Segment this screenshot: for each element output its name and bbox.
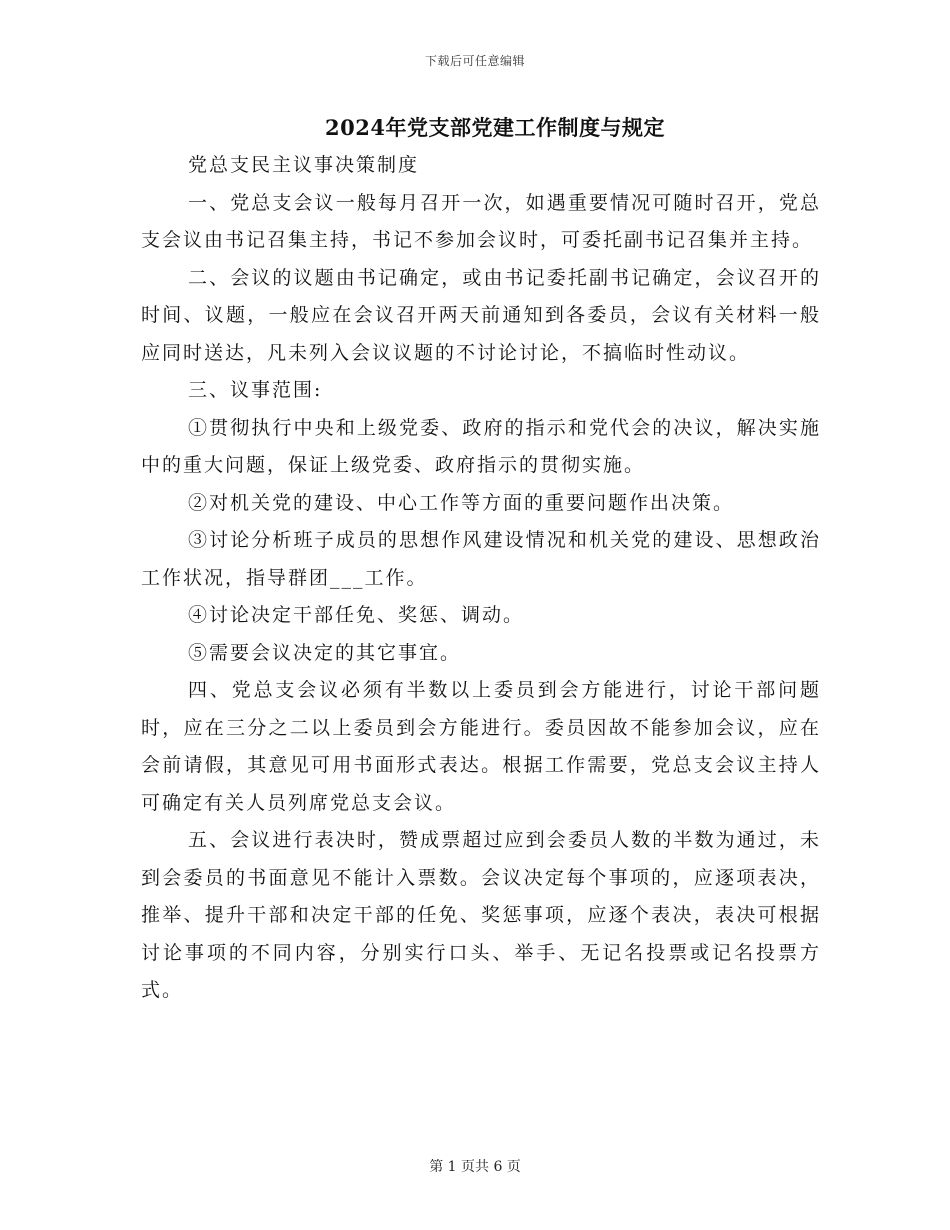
document-title: 2024年党支部党建工作制度与规定 [325,115,665,140]
paragraph-item-4: 四、党总支会议必须有半数以上委员到会方能进行，讨论干部问题时，应在三分之二以上委员到会方能进行。委员因故不能参加会议，应在会前请假，其意见可用书面形式表达。根据工作需要，党总支会议主持人可确定有关人员列席党总支会议。 [141,679,821,814]
page-number-footer: 第 1 页共 6 页 [429,1159,521,1175]
document-body [141,147,821,1010]
list-item-circle-4: ④讨论决定干部任免、奖惩、调动。 [188,604,525,626]
section-heading: 党总支民主议事决策制度 [188,154,420,176]
paragraph-item-5: 五、会议进行表决时，赞成票超过应到会委员人数的半数为通过，未到会委员的书面意见不能计入票数。会议决定每个事项的，应逐项表决，推举、提升干部和决定干部的任免、奖惩事项，应逐个表决，表决可根据讨论事项的不同内容，分别实行口头、举手、无记名投票或记名投票方式。 [141,829,821,1001]
list-item-circle-1: ①贯彻执行中央和上级党委、政府的指示和党代会的决议，解决实施中的重大问题，保证上级党委、政府指示的贯彻实施。 [141,416,821,476]
list-item-circle-3: ③讨论分析班子成员的思想作风建设情况和机关党的建设、思想政治工作状况，指导群团___工作。 [141,529,821,589]
list-item-circle-2: ②对机关党的建设、中心工作等方面的重要问题作出决策。 [188,491,735,514]
page-header-note: 下载后可任意编辑 [424,54,525,68]
list-item-circle-5: ⑤需要会议决定的其它事宜。 [188,641,462,664]
paragraph-item-2: 二、会议的议题由书记确定，或由书记委托副书记确定，会议召开的时间、议题，一般应在会议召开两天前通知到各委员，会议有关材料一般应同时送达，凡未列入会议议题的不讨论讨论，不搞临时性动议。 [141,266,821,364]
paragraph-item-1: 一、党总支会议一般每月召开一次，如遇重要情况可随时召开，党总支会议由书记召集主持，书记不参加会议时，可委托副书记召集并主持。 [141,191,821,251]
paragraph-item-3: 三、议事范围: [188,379,323,401]
